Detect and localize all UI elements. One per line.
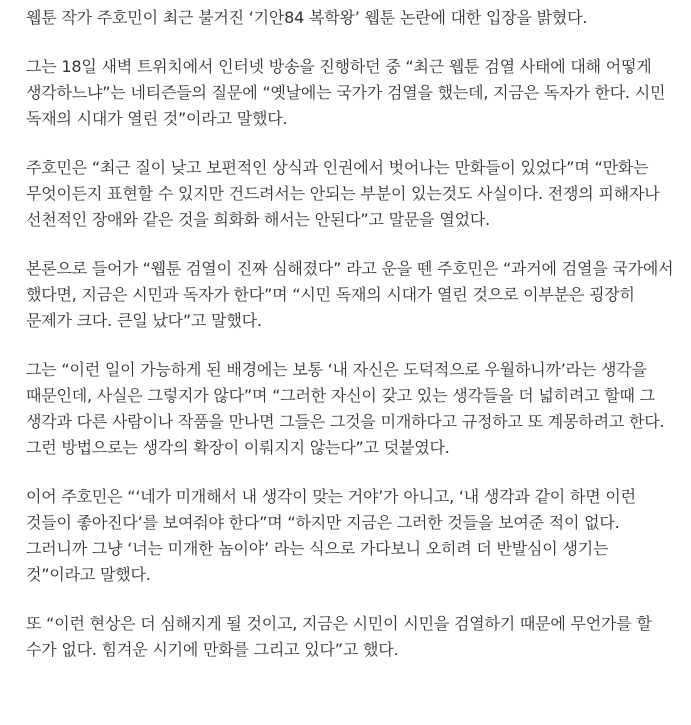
article-paragraph-5: 그는 “이런 일이 가능하게 된 배경에는 보통 ‘내 자신은 도덕적으로 우월하니까’라는 생각을 때문인데, 사실은 그렇지가 않다”며 “그러한 자신이 갖고 있는 생각들을 더 넓히려고 할때 그 생각과 다른 사람이나 작품을 만나면 그들은 그것을 미개하다고 규정하고 또 계몽하려고 한다. 그런 방법으로는 생각의 확장이 이뤄지지 않는다”고 덧붙였다. xyxy=(26,360,665,457)
article-paragraph-6: 이어 주호민은 “‘네가 미개해서 내 생각이 맞는 거야’가 아니고, ‘내 생각과 같이 하면 이런 것들이 좋아진다’를 보여줘야 한다”며 “하지만 지금은 그러한 것들을 보여준 적이 없다. 그러니까 그냥 ‘너는 미개한 놈이야’ 라는 식으로 가다보니 오히려 더 반발심이 생기는 것”이라고 말했다. xyxy=(26,487,636,584)
article-paragraph-1: 웹툰 작가 주호민이 최근 불거진 ‘기안84 복학왕’ 웹툰 논란에 대한 입장을 밝혔다. xyxy=(26,8,588,27)
article-paragraph-7: 또 “이런 현상은 더 심해지게 될 것이고, 지금은 시민이 시민을 검열하기 때문에 무언가를 할 수가 없다. 힘겨운 시기에 만화를 그리고 있다”고 했다. xyxy=(26,614,652,659)
article-paragraph-4: 본론으로 들어가 “웹툰 검열이 진짜 심해졌다” 라고 운을 뗀 주호민은 “과거에 검열을 국가에서 했다면, 지금은 시민과 독자가 한다”며 “시민 독재의 시대가 열린 것으로 이부분은 굉장히 문제가 크다. 큰일 났다”고 말했다. xyxy=(26,259,674,330)
article-paragraph-2: 그는 18일 새벽 트위치에서 인터넷 방송을 진행하던 중 “최근 웹툰 검열 사태에 대해 어떻게 생각하느냐”는 네티즌들의 질문에 “옛날에는 국가가 검열을 했는데, 지금은 독자가 한다. 시민 독재의 시대가 열린 것”이라고 말했다. xyxy=(26,57,666,128)
article-paragraph-3: 주호민은 “최근 질이 낮고 보편적인 상식과 인권에서 벗어나는 만화들이 있었다”며 “만화는 무엇이든지 표현할 수 있지만 건드려서는 안되는 부분이 있는것도 사실이다. 전쟁의 피해자나 선천적인 장애와 같은 것을 희화화 해서는 안된다”고 말문을 열었다. xyxy=(26,158,660,229)
article-body xyxy=(26,5,676,686)
